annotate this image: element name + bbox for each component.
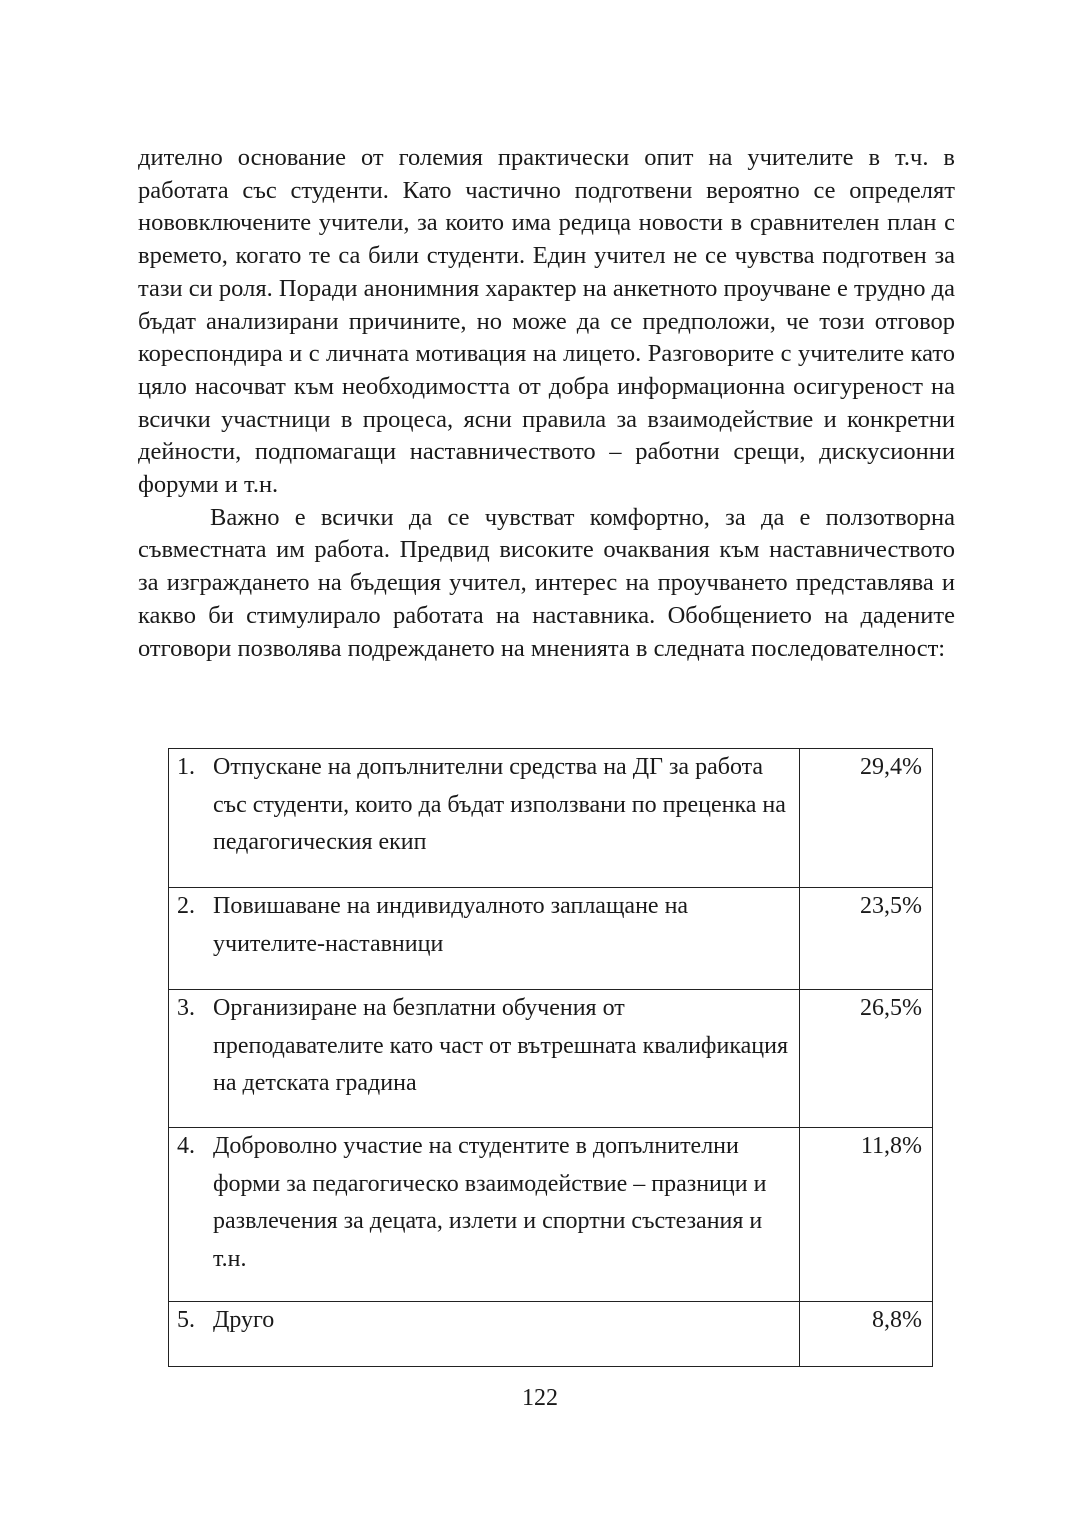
- responses-table: [168, 748, 933, 1367]
- body-text: [138, 142, 955, 665]
- item-text: Отпускане на допълнителни средства на ДГ за работа със студенти, които да бъдат използвани по преценка на педагогическия екип: [213, 754, 786, 855]
- item-text: Доброволно участие на студентите в допълнителни форми за педагогическо взаимодействие – празници и развлечения за децата, излети и спортни състезания и т.н.: [213, 1133, 767, 1272]
- item-text: Организиране на безплатни обучения от преподавателите като част от вътрешната квалификация на детската градина: [213, 995, 788, 1096]
- paragraph: Важно е всички да се чувстват комфортно, за да е ползотворна съвместната им работа. Предвид високите очаквания към наставничеството за изграждането на бъдещия учител, интерес на проучването представлява и какво би стимулирало работата на наставника. Обобщението на дадените отговори позволява подреждането на мненията в следната последователност:: [138, 503, 955, 662]
- table-cell-item: [169, 1128, 800, 1302]
- item-percentage: 11,8%: [800, 1128, 933, 1302]
- table-row: [169, 1128, 933, 1302]
- item-number: 2.: [177, 893, 195, 919]
- table-cell-item: [169, 749, 800, 888]
- table-row: [169, 990, 933, 1128]
- paragraph: дително основание от големия практически опит на учителите в т.ч. в работата със студенти. Като частично подготвени вероятно се определят нововключените учители, за които има редица новости в сравнителен план с времето, когато те са били студенти. Един учител не се чувства подготвен за тази си роля. Поради анонимния характер на анкетното проучване е трудно да бъдат анализирани причините, но може да се предположи, че този отговор кореспондира и с личната мотивация на лицето. Разговорите с учителите като цяло насочват към необходимостта от добра информационна осигуреност на всички участници в процеса, ясни правила за взаимодействие и конкретни дейности, подпомагащи наставничеството – работни срещи, дискусионни форуми и т.н.: [138, 144, 955, 499]
- item-percentage: 29,4%: [800, 749, 933, 888]
- item-percentage: 23,5%: [800, 888, 933, 990]
- item-number: 4.: [177, 1133, 195, 1159]
- table-row: [169, 888, 933, 990]
- item-number: 3.: [177, 995, 195, 1021]
- table-cell-item: [169, 1302, 800, 1367]
- table-cell-item: [169, 990, 800, 1128]
- table-row: [169, 1302, 933, 1367]
- item-number: 5.: [177, 1307, 195, 1333]
- table-cell-item: [169, 888, 800, 990]
- table-row: [169, 749, 933, 888]
- page-number: 122: [522, 1385, 558, 1411]
- item-text: Друго: [213, 1307, 275, 1333]
- item-percentage: 8,8%: [800, 1302, 933, 1367]
- item-percentage: 26,5%: [800, 990, 933, 1128]
- item-text: Повишаване на индивидуалното заплащане на учителите-наставници: [213, 893, 689, 957]
- item-number: 1.: [177, 754, 195, 780]
